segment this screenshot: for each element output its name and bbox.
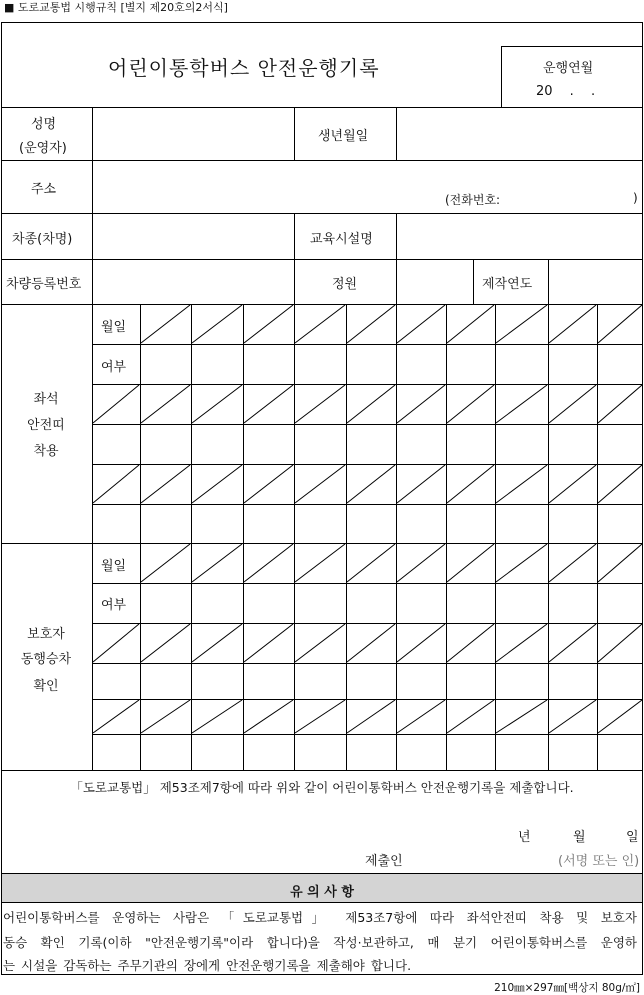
date-slash	[598, 544, 642, 582]
date-slash	[244, 624, 293, 662]
date-slash	[496, 544, 547, 582]
date-slash	[244, 700, 293, 733]
vehicle-type-label: 차종(차명)	[12, 232, 73, 247]
date-slash	[141, 544, 190, 582]
submitter-label: 제출인	[365, 854, 403, 869]
date-slash	[347, 305, 395, 343]
birth-label: 생년월일	[318, 129, 369, 144]
declaration-year[interactable]: 년	[518, 830, 531, 845]
seatbelt-label-3: 착용	[33, 444, 59, 459]
date-slash	[496, 305, 547, 343]
date-slash	[244, 385, 293, 423]
date-slash	[244, 465, 293, 503]
notice-line-1: 어린이통학버스를 운영하는 사람은 「도로교통법」 제53조7항에 따라 좌석안전띠 착용 및 보호자	[3, 910, 637, 925]
date-slash	[496, 700, 547, 733]
seatbelt-date-label: 월일	[101, 320, 127, 335]
capacity-label: 정원	[332, 277, 358, 292]
date-slash	[295, 544, 345, 582]
date-slash	[549, 700, 596, 733]
form-title: 어린이통학버스 안전운행기록	[108, 56, 380, 80]
date-slash	[192, 700, 242, 733]
date-slash	[347, 700, 395, 733]
date-slash	[141, 305, 190, 343]
date-slash	[496, 624, 547, 662]
period-label: 운행연월	[543, 61, 594, 76]
paper-spec: 210㎜×297㎜[백상지 80g/㎡]	[494, 982, 640, 994]
date-slash	[347, 465, 395, 503]
phone-close: )	[633, 191, 638, 205]
declaration-month[interactable]: 월	[573, 830, 586, 845]
notice-line-2: 동승 확인 기록(이하 "안전운행기록"이라 합니다)을 작성·보관하고, 매 분기 어린이통학버스를 운영하	[3, 935, 637, 950]
guardian-label-1: 보호자	[27, 627, 65, 642]
date-slash	[93, 385, 139, 423]
date-slash	[397, 700, 445, 733]
date-slash	[397, 465, 445, 503]
date-slash	[93, 624, 139, 662]
date-slash	[447, 385, 494, 423]
date-slash	[141, 385, 190, 423]
reg-no-label: 차량등록번호	[6, 277, 82, 292]
date-slash	[598, 624, 642, 662]
address-label: 주소	[31, 182, 57, 197]
signature-field[interactable]: (서명 또는 인)	[558, 854, 640, 869]
declaration-text: 「도로교통법」 제53조제7항에 따라 위와 같이 어린이통학버스 안전운행기록을 제출합니다.	[70, 780, 574, 795]
date-slash	[192, 624, 242, 662]
date-slash	[192, 385, 242, 423]
name-label: 성명	[31, 117, 57, 132]
date-slash	[347, 385, 395, 423]
form-reference: ■ 도로교통법 시행규칙 [별지 제20호의2서식]	[4, 1, 228, 14]
date-slash	[141, 624, 190, 662]
date-slash	[141, 700, 190, 733]
date-slash	[447, 624, 494, 662]
date-slash	[598, 465, 642, 503]
date-slash	[598, 700, 642, 733]
date-slash	[192, 465, 242, 503]
date-slash	[93, 700, 139, 733]
date-slash	[549, 305, 596, 343]
date-slash	[141, 465, 190, 503]
date-slash	[447, 305, 494, 343]
date-slash	[549, 385, 596, 423]
guardian-label-2: 동행승차	[20, 652, 72, 667]
date-slash	[244, 544, 293, 582]
date-slash	[447, 700, 494, 733]
date-slash	[295, 624, 345, 662]
seatbelt-yesno-label: 여부	[101, 360, 127, 375]
date-slash	[347, 544, 395, 582]
date-slash	[347, 624, 395, 662]
guardian-label-3: 확인	[33, 679, 59, 694]
guardian-date-label: 월일	[101, 559, 127, 574]
facility-label: 교육시설명	[310, 232, 373, 247]
declaration-day[interactable]: 일	[626, 830, 639, 845]
date-slash	[93, 465, 139, 503]
date-slash	[295, 385, 345, 423]
year-label: 제작연도	[482, 277, 533, 292]
date-slash	[244, 305, 293, 343]
seatbelt-label-1: 좌석	[33, 392, 59, 407]
date-slash	[447, 465, 494, 503]
date-slash	[192, 305, 242, 343]
date-slash	[192, 544, 242, 582]
date-slash	[397, 385, 445, 423]
date-slash	[397, 544, 445, 582]
date-slash	[295, 700, 345, 733]
date-slash	[397, 624, 445, 662]
date-slash	[598, 305, 642, 343]
seatbelt-label-2: 안전띠	[27, 418, 65, 433]
operator-label: (운영자)	[19, 141, 67, 156]
date-slash	[295, 465, 345, 503]
guardian-yesno-label: 여부	[101, 598, 127, 613]
date-slash	[295, 305, 345, 343]
date-slash	[447, 544, 494, 582]
phone-label: (전화번호:	[445, 193, 501, 207]
date-slash	[397, 305, 445, 343]
date-slash	[549, 624, 596, 662]
notice-title: 유 의 사 항	[290, 885, 354, 900]
date-slash	[598, 385, 642, 423]
notice-line-3: 는 시설을 감독하는 주무기관의 장에게 안전운행기록을 제출해야 합니다.	[3, 958, 412, 973]
date-slash	[496, 465, 547, 503]
date-slash	[549, 544, 596, 582]
period-value[interactable]: 20 . .	[536, 84, 596, 99]
date-slash	[496, 385, 547, 423]
date-slash	[549, 465, 596, 503]
